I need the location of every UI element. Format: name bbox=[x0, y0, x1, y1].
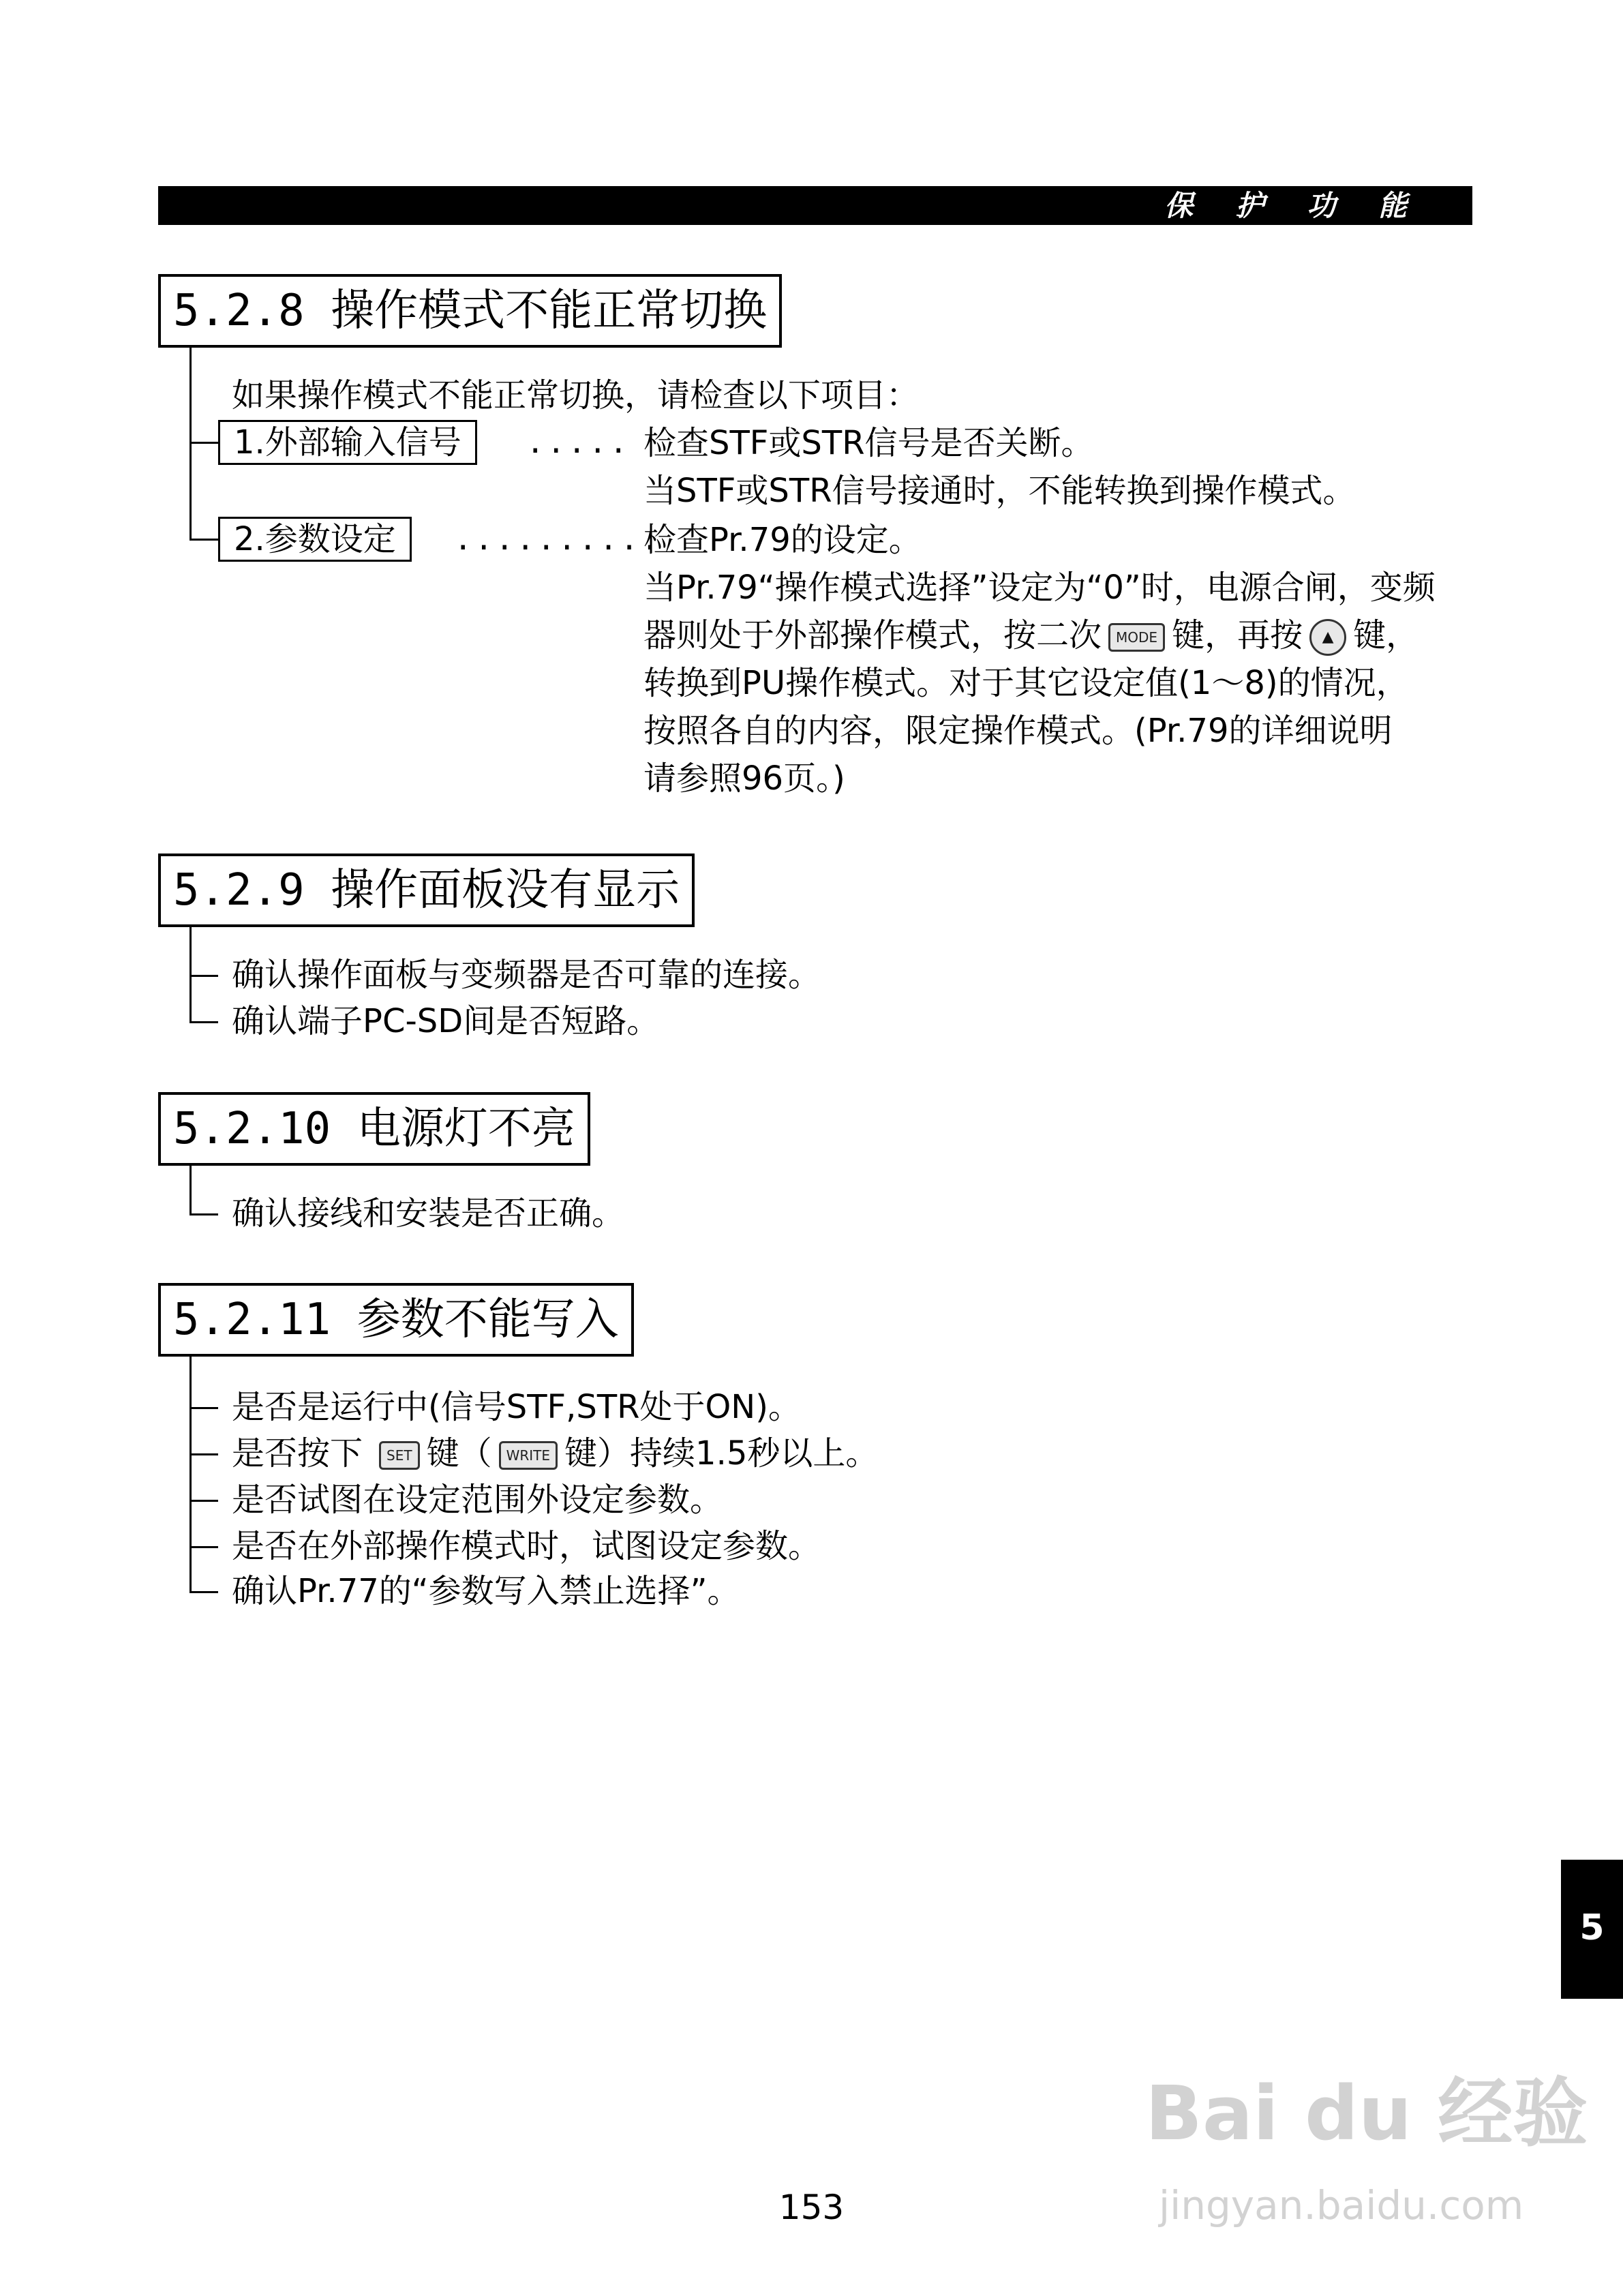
section-5-2-11-title: 5.2.11 参数不能写入 bbox=[158, 1283, 634, 1357]
tree-branch bbox=[189, 1021, 218, 1023]
tree-branch bbox=[189, 442, 218, 444]
check-line: 确认端子PC-SD间是否短路。 bbox=[232, 1002, 660, 1040]
check-item-parameter: 2.参数设定 bbox=[218, 517, 412, 562]
item2-line3-text: 键，再按 bbox=[1172, 616, 1303, 654]
item2-line5: 按照各自的内容，限定操作模式。(Pr.79的详细说明 bbox=[643, 712, 1393, 750]
baidu-watermark-logo: Bai du 经验 bbox=[1145, 2070, 1588, 2157]
mode-key-icon: MODE bbox=[1108, 623, 1165, 652]
item2-line6: 请参照96页。) bbox=[643, 759, 845, 798]
check-line: 确认操作面板与变频器是否可靠的连接。 bbox=[232, 956, 821, 994]
leader-dots: ..... bbox=[526, 425, 631, 460]
up-arrow-key-icon: ▲ bbox=[1309, 619, 1346, 656]
section-5-2-10-title: 5.2.10 电源灯不亮 bbox=[158, 1092, 590, 1166]
tree-branch bbox=[189, 1213, 218, 1215]
item2-line1: 检查Pr.79的设定。 bbox=[643, 521, 922, 559]
check-line: 是否是运行中(信号STF,STR处于ON)。 bbox=[232, 1388, 801, 1426]
chapter-tab bbox=[1561, 1860, 1623, 1999]
header-bar bbox=[158, 186, 1472, 225]
check-line-text: 是否按下 bbox=[232, 1434, 363, 1472]
tree-branch bbox=[189, 1546, 218, 1548]
item1-line1: 检查STF或STR信号是否关断。 bbox=[643, 424, 1094, 462]
set-key-icon: SET bbox=[379, 1441, 420, 1470]
page-number: 153 bbox=[778, 2188, 845, 2227]
item2-line3-text: 器则处于外部操作模式，按二次 bbox=[643, 616, 1102, 654]
tree-branch bbox=[189, 1453, 218, 1455]
check-line bbox=[232, 1433, 878, 1474]
tree-branch bbox=[189, 1500, 218, 1502]
section-5-2-8-title: 5.2.8 操作模式不能正常切换 bbox=[158, 274, 782, 348]
tree-branch bbox=[189, 1407, 218, 1409]
item2-line4: 转换到PU操作模式。对于其它设定值(1～8)的情况， bbox=[643, 664, 1409, 702]
section-5-2-9-title: 5.2.9 操作面板没有显示 bbox=[158, 854, 695, 927]
tree-branch bbox=[189, 975, 218, 977]
check-line: 是否试图在设定范围外设定参数。 bbox=[232, 1481, 723, 1519]
check-line-text: 键）持续1.5秒以上。 bbox=[564, 1434, 879, 1472]
check-line: 确认Pr.77的“参数写入禁止选择”。 bbox=[232, 1572, 740, 1610]
check-line: 确认接线和安装是否正确。 bbox=[232, 1194, 625, 1233]
write-key-icon: WRITE bbox=[499, 1441, 558, 1470]
tree-line bbox=[189, 1166, 192, 1215]
chapter-number: 5 bbox=[1579, 1907, 1605, 1948]
item1-line2: 当STF或STR信号接通时，不能转换到操作模式。 bbox=[643, 472, 1356, 510]
tree-branch bbox=[189, 1591, 218, 1593]
item2-line2: 当Pr.79“操作模式选择”设定为“0”时，电源合闸，变频 bbox=[643, 569, 1436, 607]
item2-line3 bbox=[643, 615, 1419, 656]
check-line-text: 键（ bbox=[426, 1434, 492, 1472]
header-title: 保 护 功 能 bbox=[1164, 189, 1423, 222]
tree-line bbox=[189, 1357, 192, 1592]
section-intro: 如果操作模式不能正常切换，请检查以下项目： bbox=[232, 376, 920, 414]
tree-branch bbox=[189, 539, 218, 541]
check-line: 是否在外部操作模式时，试图设定参数。 bbox=[232, 1527, 821, 1565]
tree-line bbox=[189, 348, 192, 540]
check-item-external-input: 1.外部输入信号 bbox=[218, 420, 477, 465]
leader-dots: .......... bbox=[454, 522, 662, 557]
baidu-watermark-url: jingyan.baidu.com bbox=[1159, 2182, 1524, 2229]
item2-line3-text: 键， bbox=[1353, 616, 1419, 654]
